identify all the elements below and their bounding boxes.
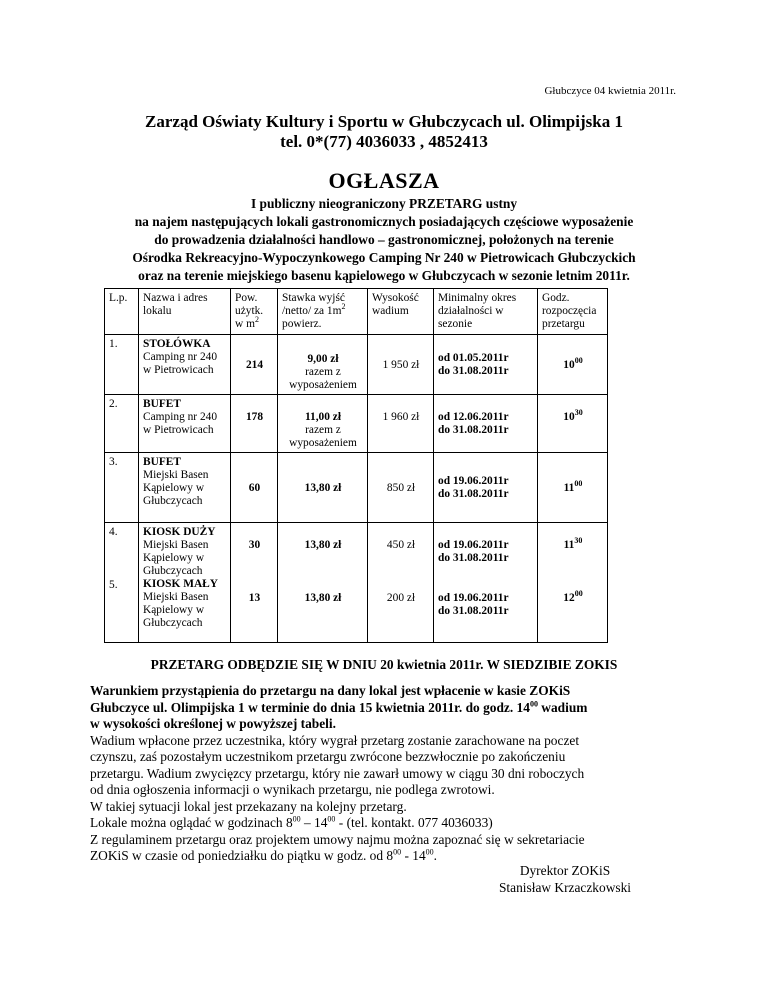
cell-rate: 11,00 zł razem z wyposażeniem — [278, 395, 368, 453]
condition-line: Warunkiem przystąpienia do przetargu na dany lokal jest wpłacenie w kasie ZOKiS — [90, 683, 571, 698]
table-row — [105, 523, 608, 643]
document-title: OGŁASZA — [328, 168, 440, 193]
cell-hour: $11^{00}$ — [538, 453, 608, 523]
premises-table — [104, 288, 608, 643]
table-row — [105, 395, 608, 453]
document-date: Głubczyce 04 kwietnia 2011r. — [544, 85, 676, 97]
cell-hour: $10^{00}$ — [538, 335, 608, 395]
regulations-line: Z regulaminem przetargu oraz projektem umowy najmu można zapoznać się w sekretariacie — [90, 831, 585, 847]
signature-name: Stanisław Krzaczkowski — [498, 880, 631, 895]
cell-period: od 19.06.2011r do 31.08.2011r od 19.06.2011r do 31.08.2011r — [434, 523, 538, 643]
cell-period: od 12.06.2011r do 31.08.2011r — [434, 395, 538, 453]
cell-hour: $11^{30}$ $12^{00}$ — [538, 523, 608, 643]
header-lp: L.p. — [105, 289, 139, 335]
cell-period: od 01.05.2011r do 31.08.2011r — [434, 335, 538, 395]
intro-line: I publiczny nieograniczony PRZETARG ustny — [250, 196, 518, 211]
cell-name: STOŁÓWKA Camping nr 240 w Pietrowicach — [139, 335, 231, 395]
condition-line: Wadium wpłacone przez uczestnika, który wygrał przetarg zostanie zarachowane na poczet — [90, 732, 580, 748]
intro-line: Ośrodka Rekreacyjno-Wypoczynkowego Camping Nr 240 w Pietrowicach Głubczyckich — [132, 250, 636, 265]
cell-rate: 13,80 zł — [278, 453, 368, 523]
cell-name: BUFET Miejski Basen Kąpielowy w Głubczycach — [139, 453, 231, 523]
cell-lp: 4. 5. — [105, 523, 139, 643]
signature-block — [480, 862, 650, 896]
organization-header — [0, 112, 768, 152]
cell-deposit: 450 zł 200 zł — [368, 523, 434, 643]
intro-text — [60, 195, 708, 285]
intro-line: oraz na terenie miejskiego basenu kąpielowego w Głubczycach w sezonie letnim 2011r. — [138, 268, 630, 283]
cell-name: KIOSK DUŻY Miejski Basen Kąpielowy w Głubczycach KIOSK MAŁY Miejski Basen Kąpielowy w Głubczycach — [139, 523, 231, 643]
table-header-row — [105, 289, 608, 335]
header-area: Pow. użytk. w $m^2$ — [231, 289, 278, 335]
organization-phone: tel. 0*(77) 4036033 , 4852413 — [280, 132, 488, 151]
cell-deposit: 1 950 zł — [368, 335, 434, 395]
signature-role: Dyrektor ZOKiS — [519, 863, 611, 878]
cell-period: od 19.06.2011r do 31.08.2011r — [434, 453, 538, 523]
cell-deposit: 850 zł — [368, 453, 434, 523]
header-deposit: Wysokość wadium — [368, 289, 434, 335]
cell-deposit: 1 960 zł — [368, 395, 434, 453]
regulations-line: ZOKiS w czasie od poniedziałku do piątku w godz. od $8^{00} - 14^{00}$. — [90, 847, 437, 863]
condition-line: w wysokości określonej w powyższej tabeli. — [90, 716, 336, 731]
condition-line: przetargu. Wadium zwycięzcy przetargu, który nie zawarł umowy w ciągu 30 dni roboczych — [90, 765, 585, 781]
cell-lp: 3. — [105, 453, 139, 523]
cell-rate: 13,80 zł 13,80 zł — [278, 523, 368, 643]
conditions-text — [90, 683, 710, 865]
cell-lp: 2. — [105, 395, 139, 453]
header-hour: Godz. rozpoczęcia przetargu — [538, 289, 608, 335]
condition-line: od dnia ogłoszenia informacji o wynikach przetargu, nie podlega zwrotowi. — [90, 782, 495, 797]
cell-rate: 9,00 zł razem z wyposażeniem — [278, 335, 368, 395]
auction-date-announcement: PRZETARG ODBĘDZIE SIĘ W DNIU 20 kwietnia 2011r. W SIEDZIBIE ZOKIS — [150, 657, 618, 672]
condition-line: czynszu, zaś pozostałym uczestnikom przetargu zwrócone bezzwłocznie po zakończeniu — [90, 749, 566, 764]
intro-line: do prowadzenia działalności handlowo – gastronomicznej, położonych na terenie — [154, 232, 614, 247]
viewing-hours-line: Lokale można oglądać w godzinach $8^{00} - 14^{00} - (tel$. kontakt. 077 4036033) — [90, 814, 493, 830]
table-row — [105, 453, 608, 523]
header-period: Minimalny okres działalności w sezonie — [434, 289, 538, 335]
cell-name: BUFET Camping nr 240 w Pietrowicach — [139, 395, 231, 453]
condition-line: W takiej sytuacji lokal jest przekazany na kolejny przetarg. — [90, 798, 407, 814]
cell-area: 60 — [231, 453, 278, 523]
condition-line: Głubczyce ul. Olimpijska 1 w terminie do dnia 15 kwietnia 2011r. do godz. $14^{00}$ wadium — [90, 699, 588, 715]
cell-area: 178 — [231, 395, 278, 453]
cell-area: 30 13 — [231, 523, 278, 643]
header-rate: Stawka wyjść /netto/ za $1m^2$ powierz. — [278, 289, 368, 335]
organization-name: Zarząd Oświaty Kultury i Sportu w Głubczycach ul. Olimpijska 1 — [145, 112, 623, 131]
cell-lp: 1. — [105, 335, 139, 395]
intro-line: na najem następujących lokali gastronomicznych posiadających częściowe wyposażenie — [134, 214, 634, 229]
table-row — [105, 335, 608, 395]
cell-area: 214 — [231, 335, 278, 395]
cell-hour: $10^{30}$ — [538, 395, 608, 453]
header-name: Nazwa i adres lokalu — [139, 289, 231, 335]
